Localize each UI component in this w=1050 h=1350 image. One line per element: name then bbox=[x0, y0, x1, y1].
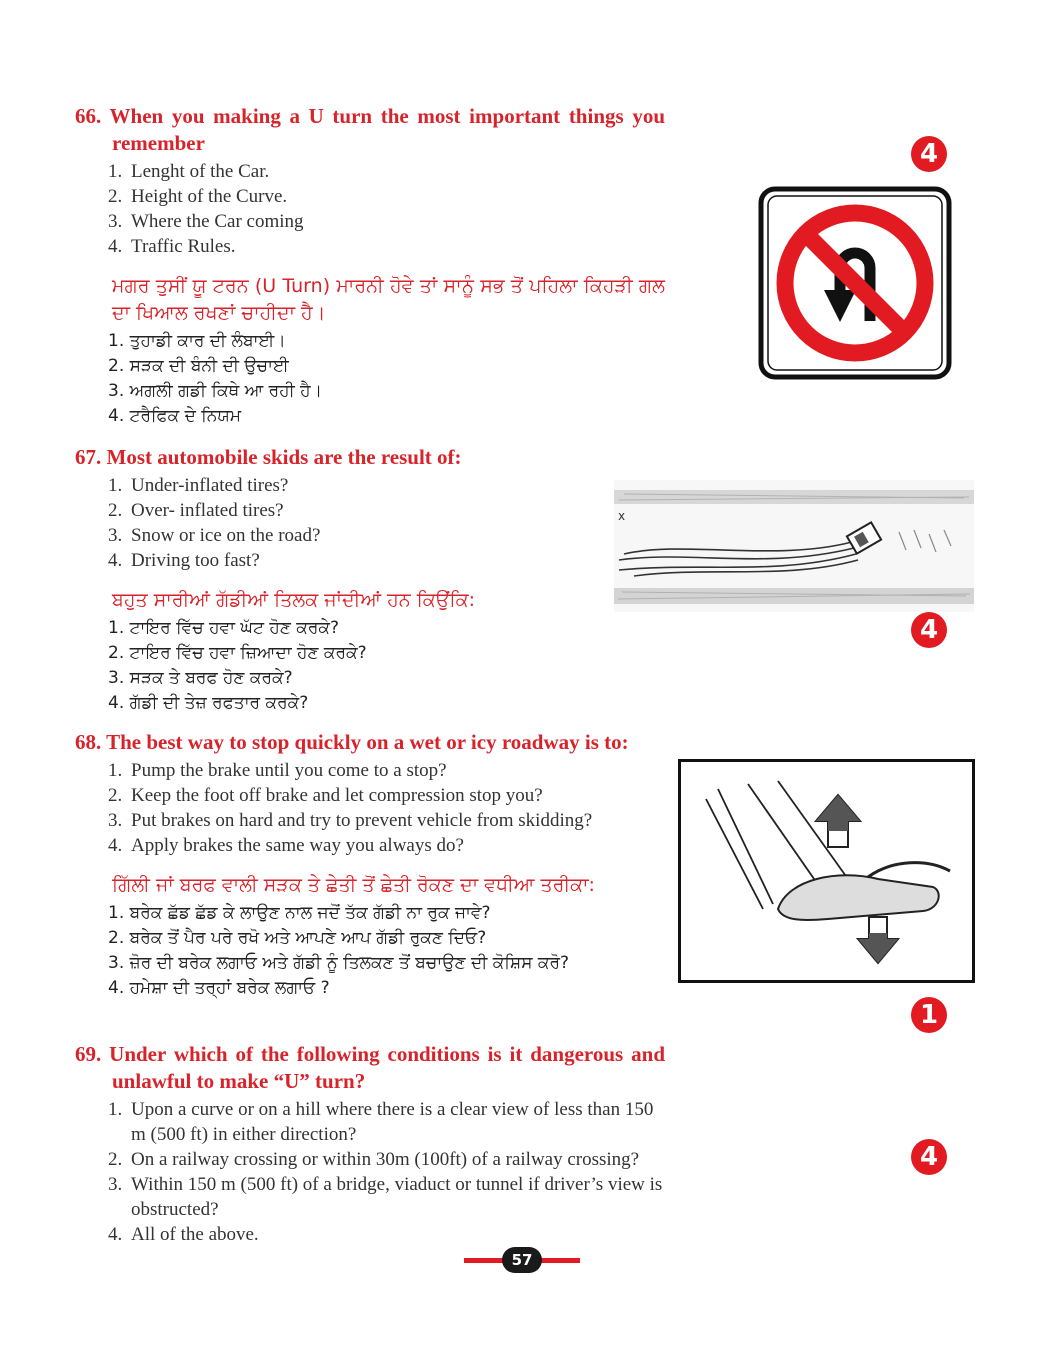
question-66-title: 66. When you making a U turn the most important things you remember bbox=[75, 104, 665, 155]
option-number: 3. bbox=[108, 1174, 123, 1195]
answer-badge-69: 4 bbox=[911, 1139, 947, 1175]
option-number: 1. bbox=[108, 475, 123, 496]
option-text: Lenght of the Car. bbox=[131, 161, 270, 182]
punjabi-option: 1. ਤੁਹਾਡੀ ਕਾਰ ਦੀ ਲੰਬਾਈ। bbox=[108, 331, 286, 351]
question-67-punjabi-options bbox=[75, 616, 665, 716]
option-number: 4. bbox=[108, 835, 123, 856]
option-text: Apply brakes the same way you always do? bbox=[131, 835, 464, 856]
option bbox=[108, 498, 665, 523]
question-66-options bbox=[75, 159, 665, 259]
option bbox=[108, 548, 665, 573]
option bbox=[108, 833, 665, 858]
option bbox=[108, 783, 665, 808]
question-66-punjabi-options bbox=[75, 329, 665, 429]
page-number: 57 bbox=[502, 1247, 542, 1273]
punjabi-option: 2. ਟਾਇਰ ਵਿੱਚ ਹਵਾ ਜ਼ਿਆਦਾ ਹੋਣ ਕਰਕੇ? bbox=[108, 643, 367, 663]
punjabi-option: 1. ਟਾਇਰ ਵਿੱਚ ਹਵਾ ਘੱਟ ਹੋਣ ਕਰਕੇ? bbox=[108, 618, 340, 638]
option bbox=[108, 473, 665, 498]
punjabi-option: 4. ਟਰੈਫਿਕ ਦੇ ਨਿਯਮ bbox=[108, 406, 242, 426]
question-69 bbox=[75, 1041, 665, 1247]
answer-badge-67: 4 bbox=[911, 612, 947, 648]
question-66 bbox=[75, 103, 665, 429]
option-text: Snow or ice on the road? bbox=[131, 525, 321, 546]
question-68-options bbox=[75, 758, 665, 858]
option-number: 4. bbox=[108, 1224, 123, 1245]
option-number: 3. bbox=[108, 211, 123, 232]
punjabi-option: 3. ਜ਼ੋਰ ਦੀ ਬਰੇਕ ਲਗਾਓ ਅਤੇ ਗੱਡੀ ਨੂੰ ਤਿਲਕਣ ਤੋਂ ਬਚਾਉਣ ਦੀ ਕੋਸ਼ਿਸ ਕਰੋ? bbox=[108, 953, 570, 973]
option-number: 3. bbox=[108, 810, 123, 831]
option-number: 3. bbox=[108, 525, 123, 546]
option-number: 2. bbox=[108, 500, 123, 521]
question-67-punjabi-title: ਬਹੁਤ ਸਾਰੀਆਂ ਗੱਡੀਆਂ ਤਿਲਕ ਜਾਂਦੀਆਂ ਹਨ ਕਿਉਂਕਿ: bbox=[112, 589, 475, 611]
option bbox=[108, 1147, 665, 1172]
option-text: Within 150 m (500 ft) of a bridge, viaduct or tunnel if driver’s view is obstructed? bbox=[131, 1174, 663, 1220]
option bbox=[108, 1222, 665, 1247]
option-text: Keep the foot off brake and let compression stop you? bbox=[131, 785, 543, 806]
punjabi-option: 3. ਸੜਕ ਤੇ ਬਰਫ ਹੋਣ ਕਰਕੇ? bbox=[108, 668, 293, 688]
option-text: All of the above. bbox=[131, 1224, 259, 1245]
option-text: Under-inflated tires? bbox=[131, 475, 289, 496]
option-number: 2. bbox=[108, 186, 123, 207]
brake-pedal-illustration bbox=[678, 759, 975, 988]
no-u-turn-sign-icon bbox=[758, 186, 952, 385]
option-number: 1. bbox=[108, 760, 123, 781]
answer-badge-66: 4 bbox=[911, 136, 947, 172]
question-67-options bbox=[75, 473, 665, 573]
option-text: On a railway crossing or within 30m (100ft) of a railway crossing? bbox=[131, 1149, 640, 1170]
option-text: Traffic Rules. bbox=[131, 236, 236, 257]
question-68-punjabi-options bbox=[75, 901, 665, 1001]
option-text: Pump the brake until you come to a stop? bbox=[131, 760, 447, 781]
question-67 bbox=[75, 444, 665, 716]
question-69-options bbox=[75, 1097, 665, 1247]
punjabi-option: 4. ਹਮੇਸ਼ਾ ਦੀ ਤਰ੍ਹਾਂ ਬਰੇਕ ਲਗਾਓ ? bbox=[108, 978, 330, 998]
option bbox=[108, 209, 665, 234]
punjabi-option: 2. ਸੜਕ ਦੀ ਬੰਨੀ ਦੀ ਉਚਾਈ bbox=[108, 356, 289, 376]
option bbox=[108, 159, 665, 184]
option bbox=[108, 234, 665, 259]
punjabi-option: 2. ਬਰੇਕ ਤੋਂ ਪੈਰ ਪਰੇ ਰਖੋ ਅਤੇ ਆਪਣੇ ਆਪ ਗੱਡੀ ਰੁਕਣ ਦਿਓ? bbox=[108, 928, 487, 948]
option-number: 4. bbox=[108, 550, 123, 571]
option-text: Where the Car coming bbox=[131, 211, 304, 232]
option-number: 1. bbox=[108, 1099, 123, 1120]
svg-text:x: x bbox=[618, 509, 626, 523]
punjabi-option: 3. ਅਗਲੀ ਗਡੀ ਕਿਥੇ ਆ ਰਹੀ ਹੈ। bbox=[108, 381, 323, 401]
question-68 bbox=[75, 729, 665, 1001]
option bbox=[108, 184, 665, 209]
question-66-punjabi-title: ਮਗਰ ਤੁਸੀਂ ਯੂ ਟਰਨ (U Turn) ਮਾਰਨੀ ਹੋਵੇ ਤਾਂ ਸਾਨੂੰ ਸਭ ਤੋਂ ਪਹਿਲਾ ਕਿਹੜੀ ਗਲ ਦਾ ਖਿਆਲ ਰਖਣਾਂ ਚਾਹੀਦਾ ਹੈ। bbox=[112, 275, 665, 324]
option-text: Driving too fast? bbox=[131, 550, 260, 571]
option bbox=[108, 1097, 665, 1147]
question-69-title: 69. Under which of the following conditions is it dangerous and unlawful to make “U” turn? bbox=[75, 1042, 665, 1093]
option-number: 1. bbox=[108, 161, 123, 182]
punjabi-option: 4. ਗੱਡੀ ਦੀ ਤੇਜ਼ ਰਫਤਾਰ ਕਰਕੇ? bbox=[108, 693, 309, 713]
option-text: Height of the Curve. bbox=[131, 186, 288, 207]
page-footer bbox=[464, 1247, 580, 1273]
question-68-title: 68. The best way to stop quickly on a wet or icy roadway is to: bbox=[75, 730, 629, 754]
skid-marks-illustration bbox=[614, 480, 974, 617]
punjabi-option: 1. ਬਰੇਕ ਛੱਡ ਛੱਡ ਕੇ ਲਾਉਣ ਨਾਲ ਜਦੋਂ ਤੱਕ ਗੱਡੀ ਨਾ ਰੁਕ ਜਾਵੇ? bbox=[108, 903, 491, 923]
option bbox=[108, 758, 665, 783]
option-number: 2. bbox=[108, 1149, 123, 1170]
option-text: Put brakes on hard and try to prevent vehicle from skidding? bbox=[131, 810, 593, 831]
question-67-title: 67. Most automobile skids are the result of: bbox=[75, 445, 462, 469]
option-number: 2. bbox=[108, 785, 123, 806]
question-68-punjabi-title: ਗਿੱਲੀ ਜਾਂ ਬਰਫ ਵਾਲੀ ਸੜਕ ਤੇ ਛੇਤੀ ਤੋਂ ਛੇਤੀ ਰੋਕਣ ਦਾ ਵਧੀਆ ਤਰੀਕਾ: bbox=[112, 874, 595, 896]
option-text: Upon a curve or on a hill where there is a clear view of less than 150 m (500 ft) in either direction? bbox=[131, 1099, 654, 1145]
option bbox=[108, 808, 665, 833]
option-number: 4. bbox=[108, 236, 123, 257]
option bbox=[108, 1172, 665, 1222]
option-text: Over- inflated tires? bbox=[131, 500, 284, 521]
answer-badge-68: 1 bbox=[911, 997, 947, 1033]
option bbox=[108, 523, 665, 548]
